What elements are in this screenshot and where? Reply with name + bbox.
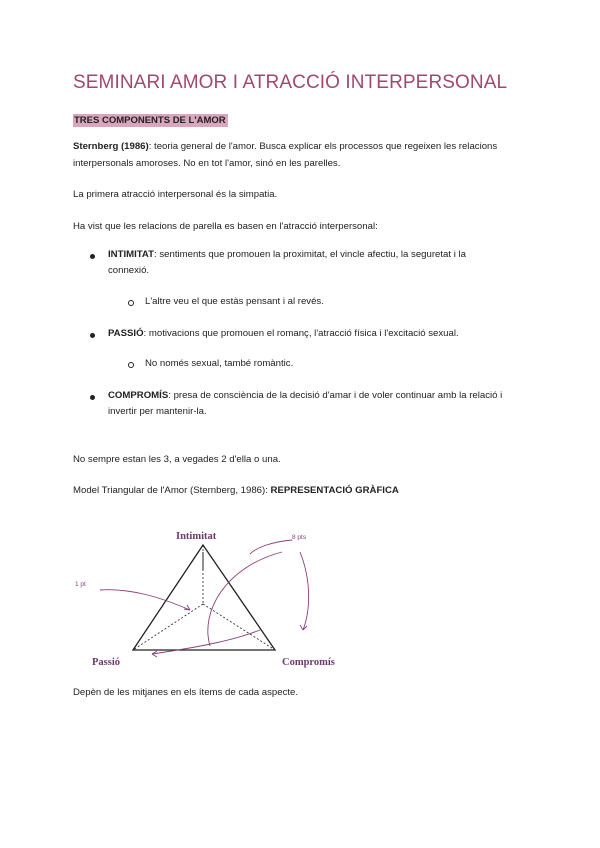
depends-paragraph: Depèn de les mitjanes en els ítems de cada aspecte. xyxy=(73,687,299,698)
bullet-compromis xyxy=(108,388,502,420)
inner-line-left xyxy=(133,604,203,650)
annotation-1pt: 1 pt xyxy=(75,581,86,588)
annotation-arrow-right xyxy=(300,552,309,630)
love-triangle xyxy=(133,545,275,650)
couple-relations-paragraph: Ha vist que les relacions de parella es basen en l'atracció interpersonal: xyxy=(73,221,378,232)
model-heading-bold: REPRESENTACIÓ GRÀFICA xyxy=(270,485,399,496)
sub-bullet-ring xyxy=(128,300,134,306)
term-compromis: COMPROMÍS xyxy=(108,390,169,401)
def-compromis-1: : presa de consciència de la decisió d'amar i de voler continuar amb la relació i xyxy=(168,390,503,401)
intro-line1: : teoria general de l'amor. Busca explicar els processos que regeixen les relacions xyxy=(148,141,498,152)
bullet-dot xyxy=(90,395,95,400)
sub-bullet-ring xyxy=(128,362,134,368)
annotation-8pts: 8 pts xyxy=(292,534,307,541)
def-intimitat-2: connexió. xyxy=(108,265,150,276)
triangular-love-diagram xyxy=(60,522,360,672)
annotation-arrow-8pts xyxy=(250,540,292,554)
annotation-curve-large xyxy=(208,552,282,646)
def-intimitat-1: : sentiments que promouen la proximitat, el vincle afectiu, la seguretat i la xyxy=(154,249,466,260)
label-intimitat: Intimitat xyxy=(176,531,217,542)
first-attraction-paragraph: La primera atracció interpersonal és la simpatia. xyxy=(73,189,278,200)
label-compromis: Compromís xyxy=(282,657,335,668)
bullet-intimitat xyxy=(108,247,466,279)
model-heading-normal: Model Triangular de l'Amor (Sternberg, 1986): xyxy=(73,485,271,496)
intro-author: Sternberg (1986) xyxy=(73,141,149,152)
intro-paragraph xyxy=(73,138,497,172)
page-title: SEMINARI AMOR I ATRACCIÓ INTERPERSONAL xyxy=(73,72,508,93)
section-heading: TRES COMPONENTS DE L'AMOR xyxy=(74,115,226,126)
sub-bullet-passio: No només sexual, també romàntic. xyxy=(145,358,294,369)
annotation-arrow-1pt xyxy=(100,590,190,610)
model-heading xyxy=(73,482,399,499)
intro-line2: interpersonals amoroses. No en tot l'amor, sinó en les parelles. xyxy=(73,158,341,169)
term-intimitat: INTIMITAT xyxy=(108,249,155,260)
bullet-dot xyxy=(90,333,95,338)
bullet-passio xyxy=(108,326,459,342)
not-always-paragraph: No sempre estan les 3, a vegades 2 d'ella o una. xyxy=(73,454,281,465)
bullet-dot xyxy=(90,254,95,259)
term-passio: PASSIÓ xyxy=(108,328,144,339)
sub-bullet-intimitat: L'altre veu el que estàs pensant i al revés. xyxy=(145,296,324,307)
def-compromis-2: invertir per mantenir-la. xyxy=(108,406,207,417)
label-passio: Passió xyxy=(92,657,121,668)
def-passio-1: : motivacions que promouen el romanç, l'atracció física i l'excitació sexual. xyxy=(143,328,459,339)
